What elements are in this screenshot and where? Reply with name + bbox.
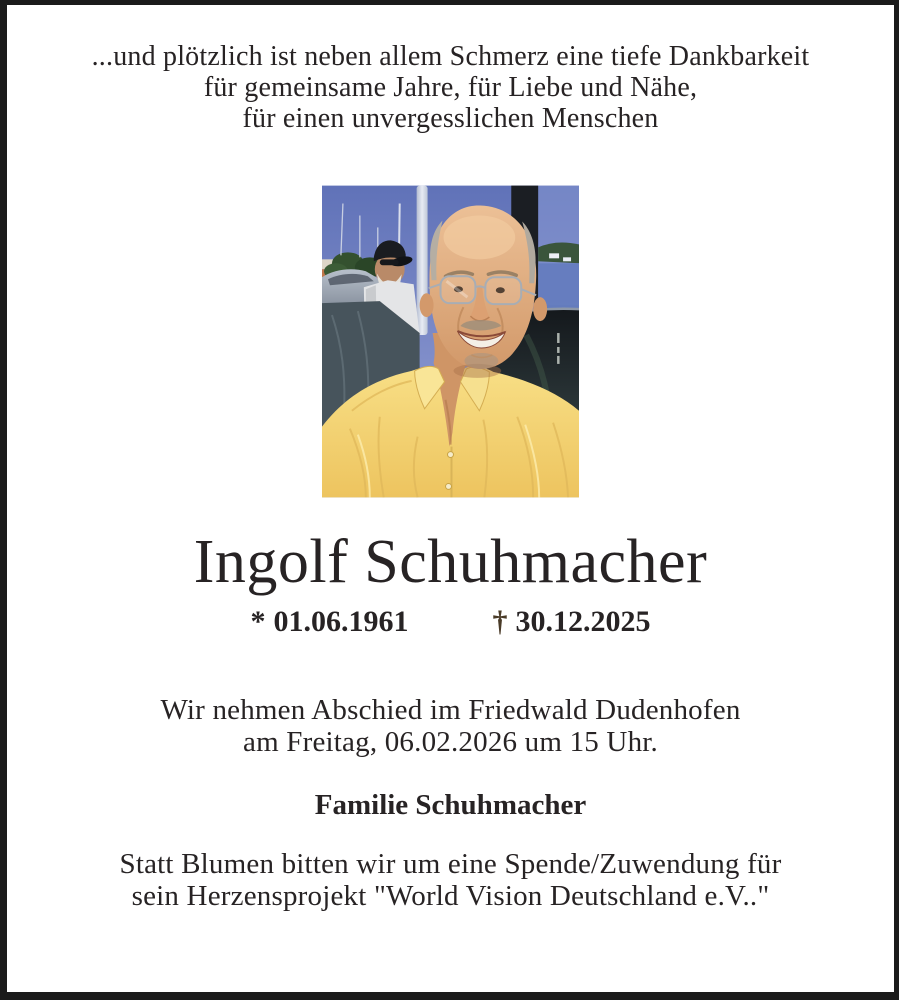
birth-star-symbol: * xyxy=(250,605,266,638)
birth-date-value: 01.06.1961 xyxy=(273,605,409,638)
birth-date xyxy=(251,604,409,640)
death-date xyxy=(493,604,651,640)
donation-line-1: Statt Blumen bitten wir um eine Spende/Zuwendung für xyxy=(119,848,782,880)
quote-line-1: ...und plötzlich ist neben allem Schmerz eine tiefe Dankbarkeit xyxy=(91,41,810,72)
death-cross-symbol: † xyxy=(492,605,508,638)
death-date-value: 30.12.2025 xyxy=(515,605,651,638)
portrait-photo-frame xyxy=(7,185,894,498)
opening-quote xyxy=(7,41,894,134)
donation-line-2: sein Herzensprojekt "World Vision Deutschland e.V.." xyxy=(131,880,770,912)
family-signature: Familie Schuhmacher xyxy=(314,789,587,821)
portrait-photo xyxy=(322,185,579,498)
quote-line-2: für gemeinsame Jahre, für Liebe und Nähe, xyxy=(203,72,698,103)
quote-line-3: für einen unvergesslichen Menschen xyxy=(242,103,659,134)
farewell-line-2: am Freitag, 06.02.2026 um 15 Uhr. xyxy=(243,726,658,758)
deceased-name: Ingolf Schuhmacher xyxy=(193,528,708,596)
farewell-announcement xyxy=(7,694,894,758)
donation-request xyxy=(7,848,894,912)
farewell-line-1: Wir nehmen Abschied im Friedwald Dudenhofen xyxy=(160,694,741,726)
life-dates xyxy=(7,604,894,640)
